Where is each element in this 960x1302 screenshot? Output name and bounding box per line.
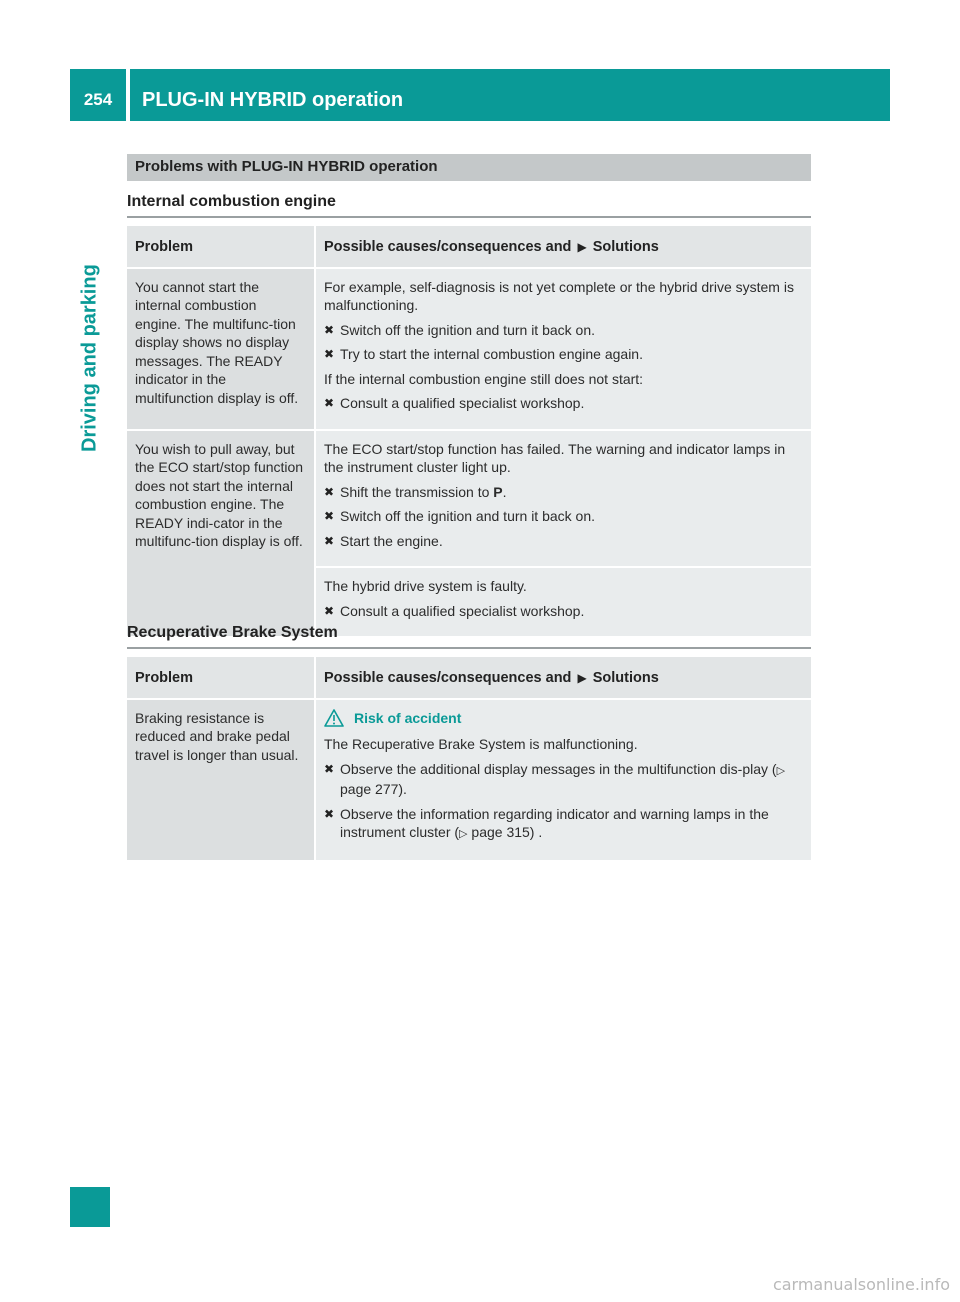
warning-heading [324, 709, 803, 728]
table-heading-rbs: Recuperative Brake System [127, 624, 338, 641]
header-problem: Problem [127, 226, 315, 268]
step-arrow-icon: ✖ [324, 509, 335, 523]
page-ref-link[interactable]: page 277). [340, 781, 407, 797]
solution-arrow-icon: ▶ [577, 671, 587, 685]
heading-rule [127, 216, 811, 218]
problem-cell: You wish to pull away, but the ECO start/stop function does not start the internal combustion engine. The READY indi-cator in the multifunc-tion display is off. [127, 430, 315, 637]
page-header [70, 69, 890, 121]
step-arrow-icon: ✖ [324, 533, 335, 548]
step-text: Shift the transmission to [340, 483, 490, 500]
heading-rule [127, 647, 811, 649]
step-text-end: . [502, 483, 507, 500]
warning-triangle-icon [324, 709, 344, 727]
step-item [324, 394, 803, 413]
table-heading-ice: Internal combustion engine [127, 193, 336, 210]
step-text: Start the engine. [340, 532, 443, 549]
solution-cell [315, 567, 811, 636]
troubleshooting-table-ice [127, 226, 811, 636]
cause-text: For example, self-diagnosis is not yet complete or the hybrid drive system is malfunctioning. [324, 278, 794, 313]
step-arrow-icon: ✖ [324, 806, 335, 821]
page-ref-icon: ▷ [459, 828, 468, 840]
step-text: Consult a qualified specialist workshop. [340, 602, 585, 619]
step-text: Observe the information regarding indicator and warning lamps in the instrument cluster ( [340, 805, 769, 840]
page-header-title: PLUG-IN HYBRID operation [142, 89, 404, 111]
table-row [127, 430, 811, 568]
step-item [324, 321, 803, 340]
step-item [324, 602, 803, 621]
cause-text: The Recuperative Brake System is malfunctioning. [324, 736, 638, 752]
step-item [324, 483, 803, 502]
step-arrow-icon: ✖ [324, 761, 335, 776]
header-problem: Problem [127, 657, 315, 699]
cause-text: If the internal combustion engine still does not start: [324, 370, 644, 387]
header-solution-text: Possible causes/consequences and [324, 239, 572, 255]
cause-text: The hybrid drive system is faulty. [324, 578, 527, 594]
step-item [324, 805, 803, 844]
step-text: Consult a qualified specialist workshop. [340, 395, 585, 411]
header-solution [315, 226, 811, 268]
section-title: Problems with PLUG-IN HYBRID operation [135, 158, 438, 175]
step-text: Observe the additional display messages in the multifunction dis-play ( [340, 760, 777, 777]
chapter-tab-label: Driving and parking [78, 264, 101, 452]
problem-cell: Braking resistance is reduced and brake pedal travel is longer than usual. [127, 699, 315, 860]
step-item [324, 760, 803, 799]
step-item [324, 345, 803, 364]
table-row [127, 268, 811, 430]
warning-text: Risk of accident [354, 709, 462, 726]
page-ref-icon: ▷ [776, 764, 786, 777]
step-arrow-icon: ✖ [324, 347, 335, 361]
header-solution-label: Solutions [592, 670, 659, 686]
step-arrow-icon: ✖ [324, 396, 335, 410]
step-text: Switch off the ignition and turn it back on. [340, 321, 596, 338]
table-row [127, 699, 811, 860]
problem-cell: You cannot start the internal combustion engine. The multifunc-tion display shows no display messages. The READY indicator in the multifunction display is off. [127, 268, 315, 430]
page-number: 254 [83, 90, 113, 109]
section-title-band [127, 154, 811, 181]
solution-cell [315, 430, 811, 568]
table-header-row [127, 226, 811, 268]
cause-text: The ECO start/stop function has failed. The warning and indicator lamps in the instrument cluster light up. [324, 440, 786, 475]
watermark: carmanualsonline.info [772, 1275, 950, 1294]
troubleshooting-table-rbs [127, 657, 811, 860]
step-arrow-icon: ✖ [324, 322, 335, 337]
step-arrow-icon: ✖ [324, 484, 335, 499]
step-item [324, 532, 803, 551]
solution-arrow-icon: ▶ [577, 240, 587, 254]
step-text: Switch off the ignition and turn it back on. [340, 508, 596, 524]
table-header-row [127, 657, 811, 699]
header-solution-label: Solutions [592, 239, 659, 255]
solution-cell [315, 268, 811, 430]
gear-position-p: P [493, 483, 503, 500]
chapter-tab-marker [70, 1187, 110, 1227]
header-solution [315, 657, 811, 699]
header-solution-text: Possible causes/consequences and [324, 670, 572, 686]
solution-cell [315, 699, 811, 860]
step-text: Try to start the internal combustion engine again. [340, 346, 643, 362]
step-arrow-icon: ✖ [324, 603, 335, 618]
step-item [324, 507, 803, 526]
page-ref-link[interactable]: page 315) . [471, 824, 543, 840]
